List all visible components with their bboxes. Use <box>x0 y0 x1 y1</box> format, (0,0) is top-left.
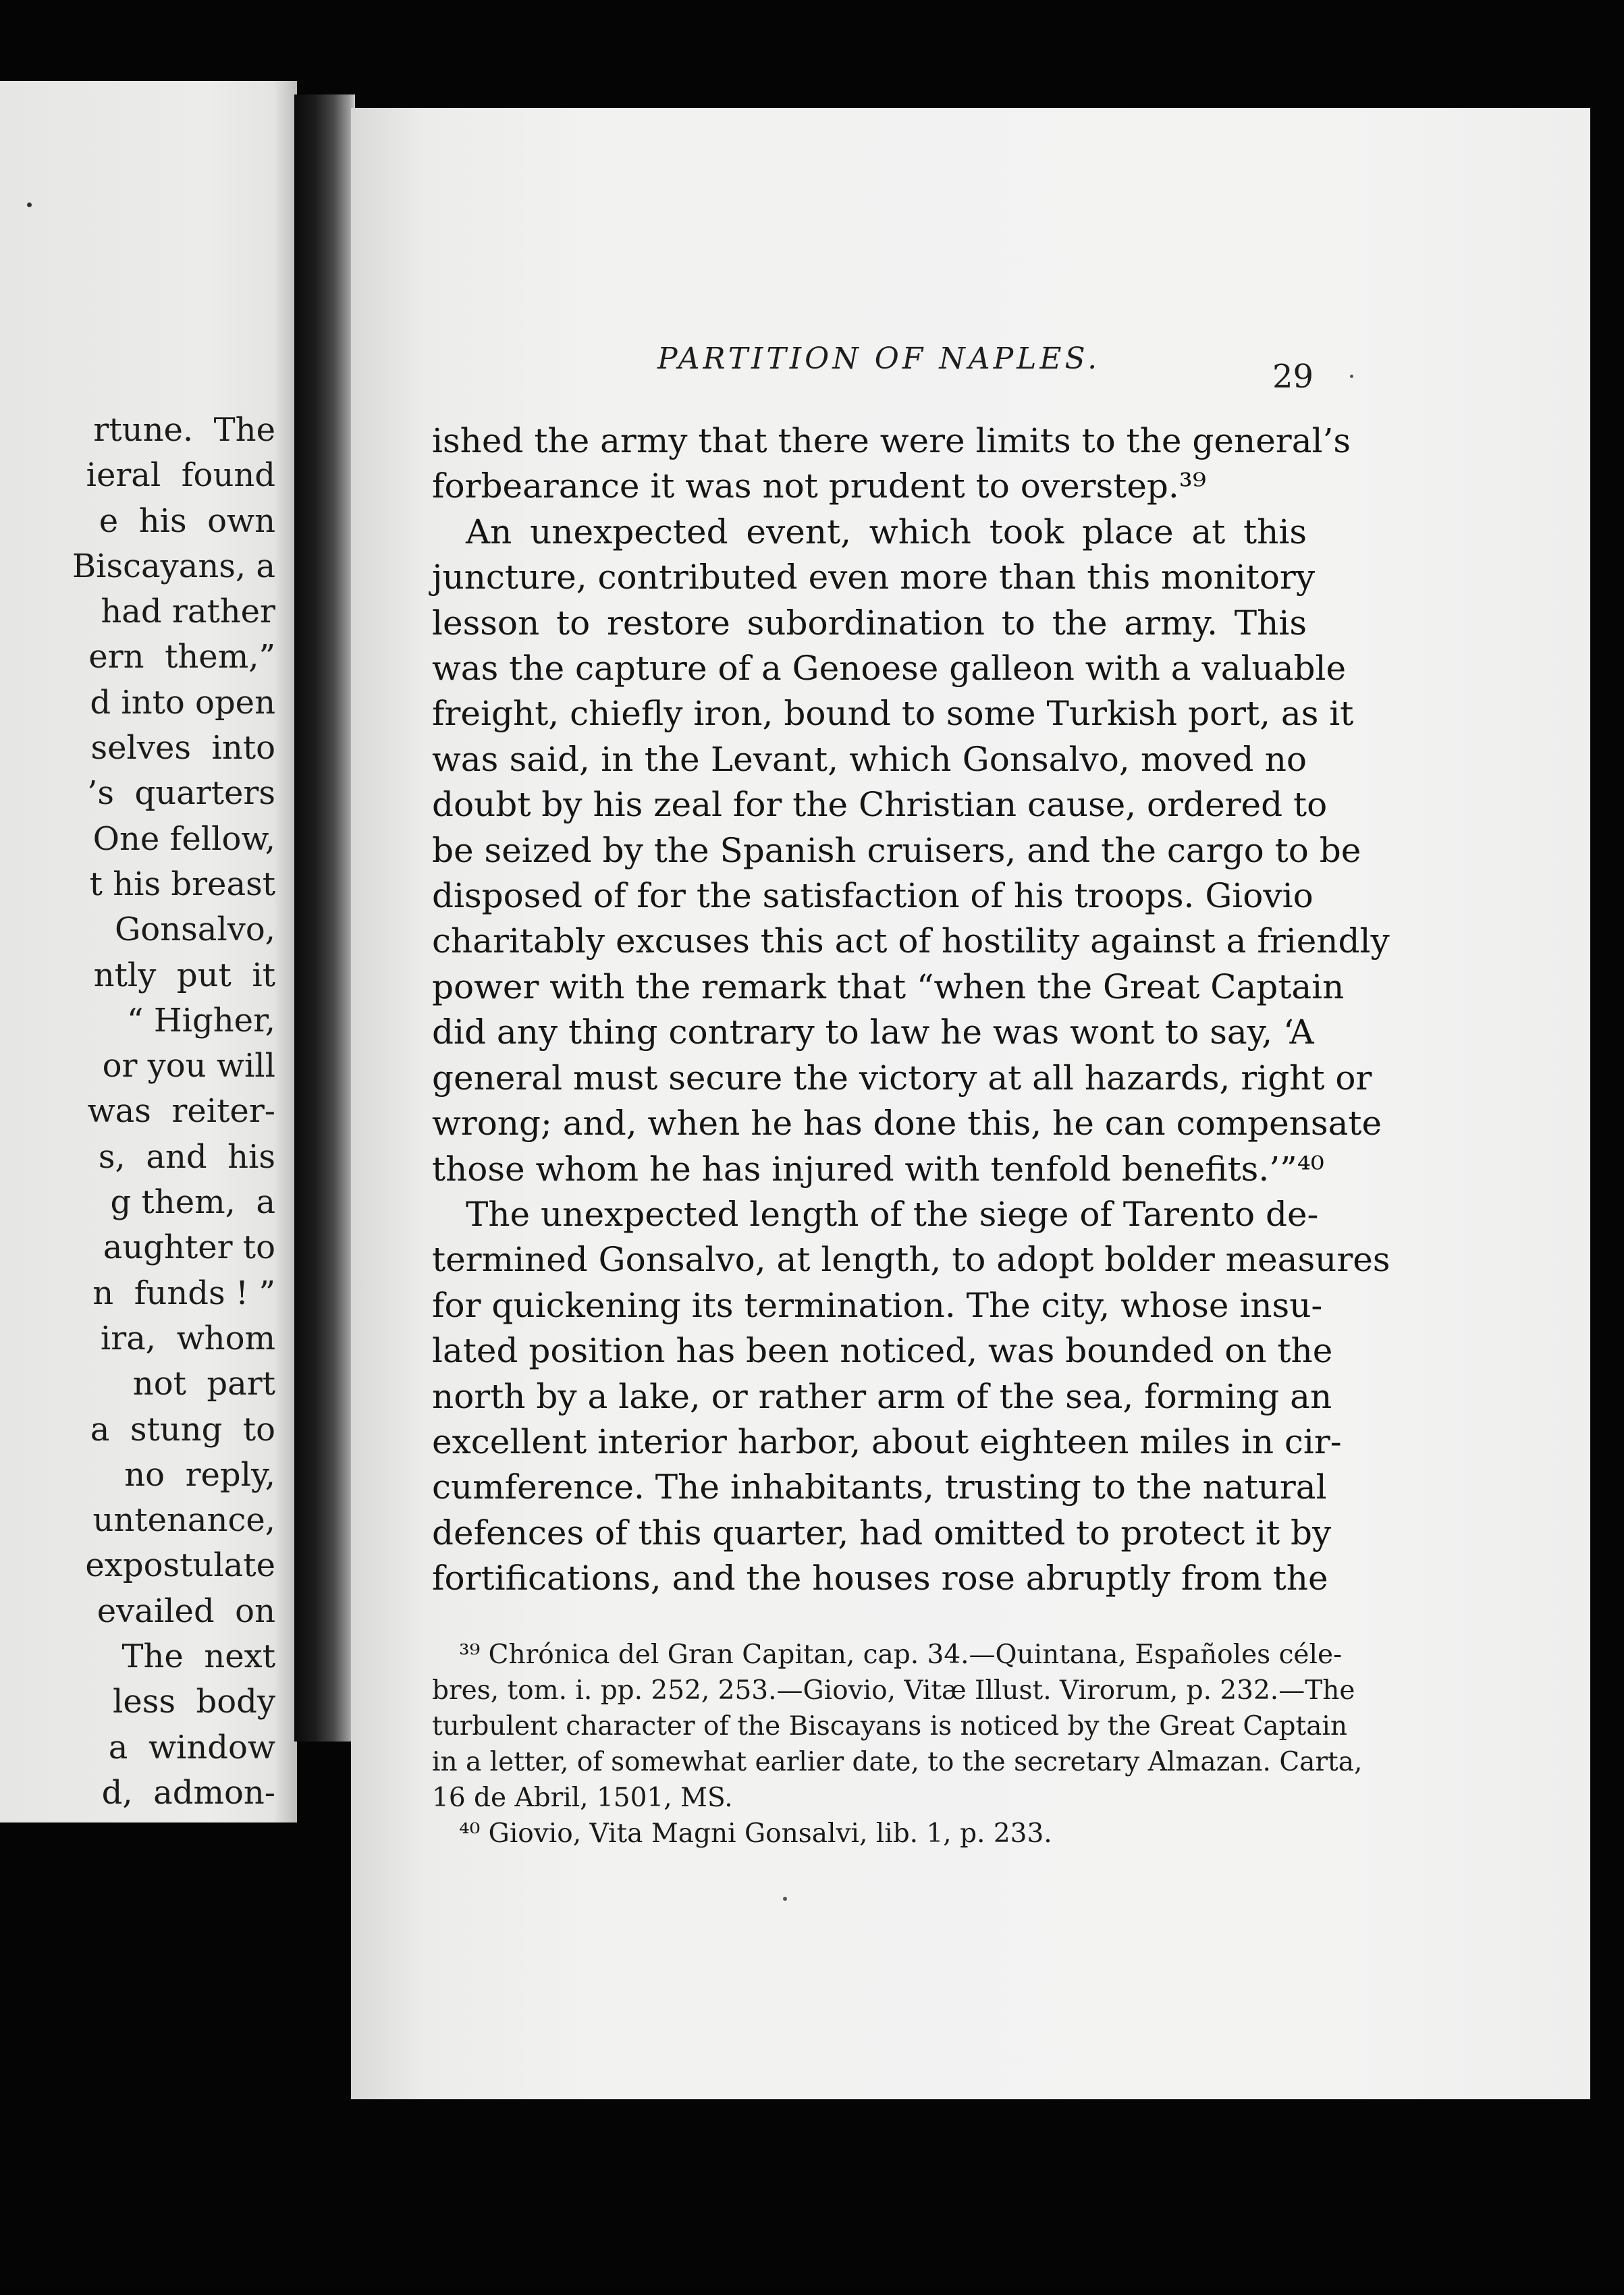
left-page-line: aughter to <box>103 1228 275 1267</box>
body-text-line: disposed of for the satisfaction of his troops. Giovio <box>432 876 1314 916</box>
left-page-line: not part <box>112 1365 275 1403</box>
left-page-line: selves into <box>90 729 275 767</box>
left-page-line: d into open <box>90 683 275 722</box>
body-text-line: An unexpected event, which took place at this <box>466 512 1307 551</box>
left-page-line: no reply, <box>103 1455 275 1494</box>
footnote-line: ⁴⁰ Giovio, Vita Magni Gonsalvi, lib. 1, p. 233. <box>459 1818 1052 1849</box>
body-text-line: excellent interior harbor, about eighteen miles in cir- <box>432 1422 1342 1461</box>
left-page-line: The next <box>121 1638 275 1676</box>
left-page-line: ieral found <box>86 456 275 495</box>
left-page-line: had rather <box>90 593 275 631</box>
footnote-line: in a letter, of somewhat earlier date, to the secretary Almazan. Carta, <box>432 1747 1363 1777</box>
body-text-line: general must secure the victory at all hazards, right or <box>432 1058 1372 1098</box>
footnote-line: ³⁹ Chrónica del Gran Capitan, cap. 34.—Quintana, Españoles céle- <box>459 1640 1343 1670</box>
body-text <box>432 418 1390 1602</box>
left-page-line: “ Higher, <box>127 1001 275 1040</box>
body-text-line: defences of this quarter, had omitted to protect it by <box>432 1513 1332 1552</box>
left-page-line: a stung to <box>90 1410 275 1449</box>
left-page-line: was reiter- <box>87 1092 275 1131</box>
page-number: 29 <box>1272 358 1314 396</box>
body-text-line: wrong; and, when he has done this, he can compensate <box>432 1104 1382 1143</box>
left-page-line: or you will <box>102 1047 275 1085</box>
left-page-line: evailed on <box>97 1592 275 1630</box>
footnote-line: bres, tom. i. pp. 252, 253.—Giovio, Vitæ Illust. Virorum, p. 232.—The <box>432 1675 1355 1706</box>
body-text-line: be seized by the Spanish cruisers, and the cargo to be <box>432 830 1361 870</box>
book-gutter-shadow <box>294 94 355 1742</box>
body-text-line: forbearance it was not prudent to overstep.³⁹ <box>432 466 1206 506</box>
left-page-line: t his breast <box>89 865 275 903</box>
body-text-line: lated position has been noticed, was bounded on the <box>432 1331 1333 1371</box>
body-text-line: was said, in the Levant, which Gonsalvo, moved no <box>432 739 1307 779</box>
body-text-line: for quickening its termination. The city, whose insu- <box>432 1285 1323 1325</box>
left-page-line: rtune. The <box>93 411 275 449</box>
body-text-line: charitably excuses this act of hostility against a friendly <box>432 921 1390 961</box>
footnotes <box>432 1637 1363 1852</box>
left-page-line: Gonsalvo, <box>104 911 275 949</box>
body-text-line: doubt by his zeal for the Christian cause, ordered to <box>432 785 1328 825</box>
left-page-line: ern them,” <box>88 638 275 676</box>
right-page <box>351 108 1590 2099</box>
left-page-line: n funds ! ” <box>92 1274 275 1312</box>
body-text-line: juncture, contributed even more than this monitory <box>432 558 1316 597</box>
body-text-line: lesson to restore subordination to the army. This <box>432 603 1307 643</box>
body-text-line: fortifications, and the houses rose abruptly from the <box>432 1559 1328 1598</box>
left-page-line: expostulate <box>85 1546 275 1585</box>
left-page-line: ’s quarters <box>87 774 275 813</box>
bottom-shadow <box>0 2275 1624 2295</box>
left-page-line: less body <box>112 1683 275 1721</box>
running-head: PARTITION OF NAPLES. <box>657 342 1101 376</box>
body-text-line: north by a lake, or rather arm of the sea, forming an <box>432 1376 1332 1416</box>
ink-speck <box>27 202 32 207</box>
left-page-line: ira, whom <box>100 1319 275 1357</box>
body-text-line: cumference. The inhabitants, trusting to the natural <box>432 1467 1327 1507</box>
left-page-line: g them, a <box>110 1183 275 1222</box>
left-page-line: a window <box>98 1728 275 1766</box>
body-text-line: ished the army that there were limits to the general’s <box>432 421 1351 460</box>
body-text-line: The unexpected length of the siege of Tarento de- <box>466 1194 1319 1234</box>
left-page-line: Biscayans, a <box>72 547 275 585</box>
left-page-text <box>72 408 275 1816</box>
left-page-line: One fellow, <box>92 819 275 858</box>
body-text-line: those whom he has injured with tenfold benefits.’”⁴⁰ <box>432 1149 1324 1189</box>
left-page-line: untenance, <box>92 1501 275 1540</box>
left-page-line: s, and his <box>98 1137 275 1176</box>
ink-speck <box>783 1897 787 1901</box>
body-text-line: power with the remark that “when the Great Captain <box>432 967 1345 1006</box>
body-text-line: did any thing contrary to law he was wont to say, ‘A <box>432 1013 1314 1052</box>
footnote-line: turbulent character of the Biscayans is noticed by the Great Captain <box>432 1711 1347 1742</box>
body-text-line: was the capture of a Genoese galleon with a valuable <box>432 649 1347 688</box>
footnote-line: 16 de Abril, 1501, MS. <box>432 1783 733 1813</box>
body-text-line: termined Gonsalvo, at length, to adopt bolder measures <box>432 1240 1390 1280</box>
left-page-line: ntly put it <box>93 956 275 994</box>
left-facing-page <box>0 81 297 1823</box>
left-page-line: d, admon- <box>101 1773 275 1812</box>
left-page-line: e his own <box>99 502 275 540</box>
ink-speck <box>1350 375 1353 378</box>
body-text-line: freight, chiefly iron, bound to some Turkish port, as it <box>432 694 1354 734</box>
